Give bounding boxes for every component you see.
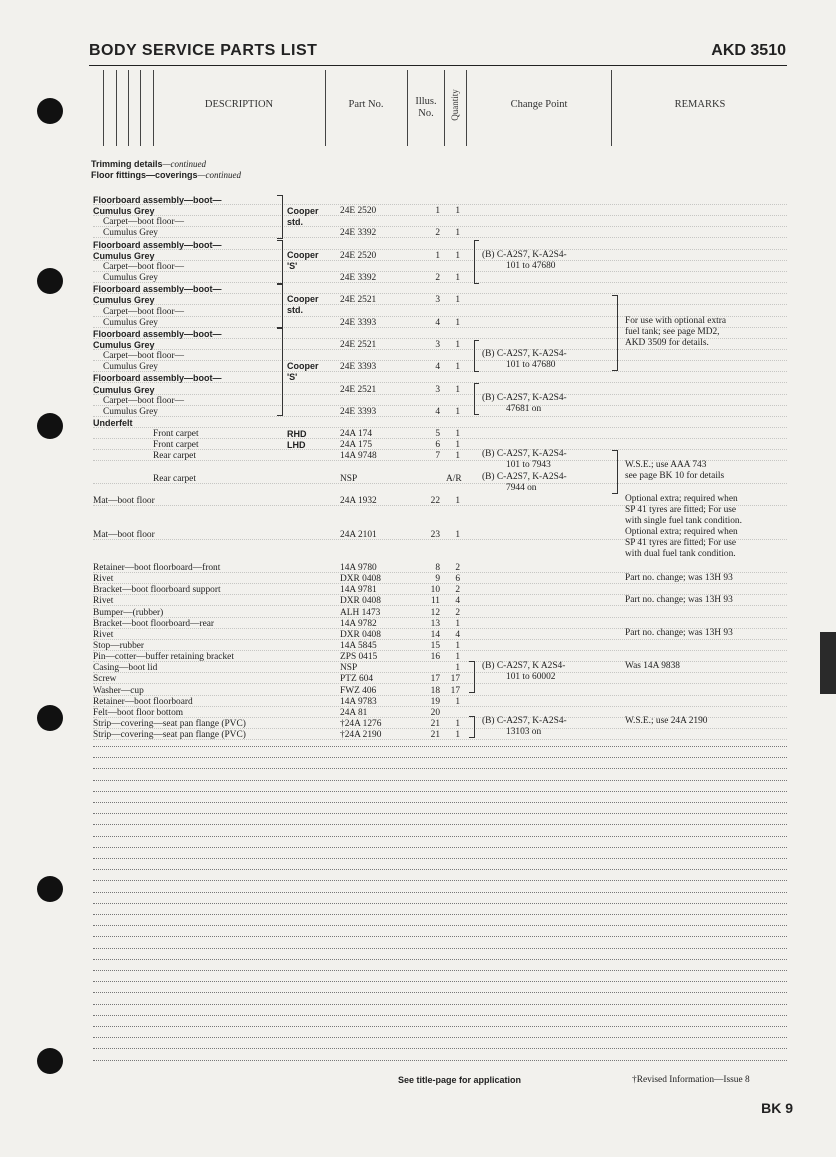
table-row — [0, 663, 836, 674]
dot-leader — [93, 394, 787, 395]
cell-description: Underfelt — [93, 418, 133, 428]
dot-leader — [93, 416, 787, 417]
ruled-line — [93, 780, 787, 781]
bracket — [277, 195, 283, 239]
cell-description: Cumulus Grey — [103, 228, 158, 239]
ruled-line — [93, 1048, 787, 1049]
cell-quantity: 1 — [455, 273, 460, 284]
ruled-line — [93, 970, 787, 971]
bracket — [474, 340, 479, 372]
dot-leader — [93, 617, 787, 618]
cell-part-no: 24E 2521 — [340, 384, 377, 395]
bracket — [277, 240, 283, 284]
ruled-line — [93, 1015, 787, 1016]
col-remarks: REMARKS — [674, 99, 726, 110]
cell-part-no: 14A 9782 — [340, 618, 377, 629]
cell-illus-no: 12 — [430, 607, 440, 618]
cell-quantity: 2 — [455, 562, 460, 573]
change-point: (B) C-A2S7, K-A2S4- 101 to 7943 — [482, 449, 567, 470]
cell-part-no: 24E 2520 — [340, 206, 377, 217]
section-heading-floor: Floor fittings—coverings—continued — [91, 170, 242, 180]
col-rule — [325, 70, 326, 146]
cell-description: Cumulus Grey — [93, 339, 155, 350]
cell-part-no: 14A 9781 — [340, 585, 377, 596]
table-row — [0, 284, 836, 295]
cell-description: Floorboard assembly—boot— — [93, 373, 222, 384]
cell-quantity: 1 — [455, 206, 460, 217]
cell-illus-no: 8 — [435, 562, 440, 573]
cell-part-no: ZPS 0415 — [340, 652, 378, 663]
cell-description: Front carpet — [153, 429, 199, 440]
dot-leader — [93, 260, 787, 261]
table-row — [0, 429, 836, 440]
ruled-line — [93, 768, 787, 769]
remark: Was 14A 9838 — [625, 661, 680, 671]
table-row — [0, 418, 836, 429]
dot-leader — [93, 449, 787, 450]
cell-illus-no: 6 — [435, 440, 440, 451]
cell-description: Carpet—boot floor— — [103, 351, 184, 362]
cell-quantity: 1 — [455, 641, 460, 651]
dot-leader — [93, 349, 787, 350]
cell-quantity: 1 — [455, 663, 460, 674]
ruled-line — [93, 892, 787, 893]
cell-quantity: 1 — [455, 295, 460, 306]
cell-description: Bracket—boot floorboard support — [93, 585, 221, 596]
cell-illus-no: 4 — [435, 362, 440, 373]
col-rule — [153, 70, 154, 146]
cell-illus-no: 5 — [435, 429, 440, 440]
cell-part-no: NSP — [340, 663, 358, 674]
ruled-line — [93, 836, 787, 837]
col-rule — [128, 70, 129, 146]
table-row — [0, 240, 836, 251]
cell-illus-no: 2 — [435, 228, 440, 239]
table-row — [0, 373, 836, 384]
cell-part-no: NSP — [340, 473, 358, 484]
ruled-line — [93, 1004, 787, 1005]
cell-illus-no: 22 — [430, 496, 440, 507]
ruled-line — [93, 880, 787, 881]
cell-part-no: DXR 0408 — [340, 574, 381, 585]
cell-part-no: 24A 175 — [340, 440, 373, 451]
cell-description: Carpet—boot floor— — [103, 217, 184, 228]
remark: Optional extra; required when SP 41 tyres are fitted; For use with dual fuel tank condition. — [625, 527, 738, 559]
ruled-line — [93, 824, 787, 825]
cell-part-no: 24E 2520 — [340, 250, 377, 261]
cell-illus-no: 3 — [435, 339, 440, 350]
dot-leader — [93, 650, 787, 651]
col-rule — [103, 70, 104, 146]
cell-quantity: 1 — [455, 317, 460, 328]
note-cooper-s: Cooper 'S' — [287, 250, 319, 271]
cell-description: Carpet—boot floor— — [103, 261, 184, 272]
cell-quantity: 17 — [450, 674, 460, 685]
cell-part-no: 14A 9780 — [340, 562, 377, 573]
cell-illus-no: 14 — [430, 629, 440, 640]
remark: Part no. change; was 13H 93 — [625, 595, 733, 605]
ruled-line — [93, 858, 787, 859]
change-point: (B) C-A2S7, K A2S4- 101 to 60002 — [482, 661, 566, 682]
cell-description: Mat—boot floor — [93, 529, 155, 540]
cell-description: Retainer—boot floorboard — [93, 696, 193, 707]
bracket — [277, 328, 283, 416]
cell-description: Cumulus Grey — [93, 206, 155, 217]
bracket — [469, 716, 475, 738]
cell-description: Washer—cup — [93, 685, 144, 696]
table-row — [0, 217, 836, 228]
cell-description: Floorboard assembly—boot— — [93, 195, 222, 205]
cell-illus-no: 3 — [435, 295, 440, 306]
cell-part-no: 24E 2521 — [340, 339, 377, 350]
table-row — [0, 641, 836, 652]
cell-illus-no: 20 — [430, 707, 440, 718]
table-row — [0, 273, 836, 284]
table-row — [0, 251, 836, 262]
dot-leader — [93, 249, 787, 250]
cell-quantity: 1 — [455, 362, 460, 373]
cell-quantity: 1 — [455, 406, 460, 417]
ruled-line — [93, 925, 787, 926]
cell-illus-no: 1 — [435, 206, 440, 217]
dot-leader — [93, 483, 787, 484]
ruled-line — [93, 746, 787, 747]
cell-illus-no: 4 — [435, 317, 440, 328]
table-row — [0, 206, 836, 217]
cell-description: Felt—boot floor bottom — [93, 707, 184, 718]
cell-quantity: 1 — [455, 696, 460, 707]
col-change-point: Change Point — [510, 99, 568, 110]
bracket — [474, 240, 479, 284]
bracket — [474, 383, 479, 415]
cell-part-no: †24A 2190 — [340, 730, 382, 741]
cell-illus-no: 18 — [430, 685, 440, 696]
cell-description: Cumulus Grey — [93, 250, 155, 261]
cell-note: LHD — [287, 440, 306, 451]
cell-illus-no: 10 — [430, 585, 440, 596]
cell-description: Strip—covering—seat pan flange (PVC) — [93, 719, 246, 730]
cell-description: Screw — [93, 674, 117, 685]
col-rule — [611, 70, 612, 146]
cell-description: Strip—covering—seat pan flange (PVC) — [93, 730, 246, 741]
header-rule — [89, 65, 787, 66]
cell-quantity: 2 — [455, 607, 460, 618]
ruled-line — [93, 869, 787, 870]
table-row — [0, 697, 836, 708]
ruled-line — [93, 914, 787, 915]
cell-quantity: A/R — [446, 473, 462, 484]
dot-leader — [93, 405, 787, 406]
cell-quantity: 1 — [455, 618, 460, 629]
table-row — [0, 730, 836, 741]
cell-illus-no: 15 — [430, 641, 440, 651]
table-row — [0, 195, 836, 206]
col-illus-1: Illus. — [415, 96, 437, 107]
change-point: (B) C-A2S7, K-A2S4- 101 to 47680 — [482, 349, 567, 370]
cell-note: RHD — [287, 429, 307, 440]
remark: Optional extra; required when SP 41 tyres are fitted; For use with single fuel tank condition. — [625, 494, 742, 526]
cell-illus-no: 21 — [430, 719, 440, 730]
table-row — [0, 674, 836, 685]
table-row — [0, 407, 836, 418]
ruled-line — [93, 959, 787, 960]
col-rule — [444, 70, 445, 146]
ruled-line — [93, 903, 787, 904]
cell-part-no: 24A 2101 — [340, 529, 377, 540]
ruled-line — [93, 1037, 787, 1038]
cell-description: Floorboard assembly—boot— — [93, 328, 222, 339]
footer-revision-note: †Revised Information—Issue 8 — [632, 1075, 750, 1085]
note-cooper-std: Cooper std. — [287, 206, 319, 227]
cell-quantity: 17 — [450, 685, 460, 696]
cell-description: Rear carpet — [153, 451, 196, 462]
remark: Part no. change; was 13H 93 — [625, 573, 733, 583]
cell-quantity: 1 — [455, 730, 460, 741]
footer-application-note: See title-page for application — [398, 1075, 522, 1085]
table-row — [0, 362, 836, 373]
cell-part-no: 24A 174 — [340, 429, 373, 440]
change-point: (B) C-A2S7, K-A2S4- 101 to 47680 — [482, 250, 567, 271]
table-row — [0, 608, 836, 619]
dot-leader — [93, 304, 787, 305]
cell-quantity: 1 — [455, 719, 460, 730]
cell-part-no: ALH 1473 — [340, 607, 381, 618]
page-number: BK 9 — [761, 1100, 793, 1116]
table-row — [0, 708, 836, 719]
dot-leader — [93, 438, 787, 439]
ruled-line — [93, 813, 787, 814]
cell-part-no: FWZ 406 — [340, 685, 377, 696]
cell-quantity: 4 — [455, 629, 460, 640]
table-row — [0, 652, 836, 663]
cell-part-no: 24E 3392 — [340, 228, 377, 239]
bracket — [612, 450, 618, 494]
dot-leader — [93, 728, 787, 729]
cell-description: Bracket—boot floorboard—rear — [93, 618, 215, 629]
note-cooper-s: Cooper 'S' — [287, 361, 319, 382]
cell-description: Rivet — [93, 596, 114, 607]
dot-leader — [93, 282, 787, 283]
cell-quantity: 1 — [455, 529, 460, 540]
cell-part-no: 24E 3393 — [340, 406, 377, 417]
ruled-line — [93, 802, 787, 803]
cell-illus-no: 4 — [435, 406, 440, 417]
dot-leader — [93, 739, 787, 740]
cell-description: Bumper—(rubber) — [93, 607, 164, 618]
cell-description: Cumulus Grey — [103, 406, 158, 417]
cell-part-no: 14A 9783 — [340, 696, 377, 707]
table-row — [0, 262, 836, 273]
cell-quantity: 1 — [455, 429, 460, 440]
cell-part-no: 24E 3392 — [340, 273, 377, 284]
cell-description: Retainer—boot floorboard—front — [93, 562, 221, 573]
ruled-line — [93, 981, 787, 982]
remark: For use with optional extra fuel tank; see page MD2, AKD 3509 for details. — [625, 316, 727, 348]
cell-illus-no: 13 — [430, 618, 440, 629]
dot-leader — [93, 293, 787, 294]
cell-quantity: 4 — [455, 596, 460, 607]
remark: Part no. change; was 13H 93 — [625, 628, 733, 638]
document-title: BODY SERVICE PARTS LIST — [89, 42, 318, 59]
cell-illus-no: 21 — [430, 730, 440, 741]
cell-part-no: †24A 1276 — [340, 719, 382, 730]
dot-leader — [93, 371, 787, 372]
cell-part-no: 14A 5845 — [340, 641, 377, 651]
dot-leader — [93, 226, 787, 227]
dot-leader — [93, 360, 787, 361]
dot-leader — [93, 382, 787, 383]
col-rule — [466, 70, 467, 146]
cell-part-no: 24A 1932 — [340, 496, 377, 507]
cell-quantity: 6 — [455, 574, 460, 585]
cell-illus-no: 11 — [430, 596, 440, 607]
dot-leader — [93, 204, 787, 205]
dot-leader — [93, 683, 787, 684]
cell-illus-no: 9 — [435, 574, 440, 585]
cell-description: Mat—boot floor — [93, 496, 155, 507]
punch-hole-6 — [37, 1048, 63, 1074]
table-row — [0, 440, 836, 451]
dot-leader — [93, 215, 787, 216]
ruled-line — [93, 1026, 787, 1027]
dot-leader — [93, 427, 787, 428]
dot-leader — [93, 695, 787, 696]
table-row — [0, 719, 836, 730]
punch-hole-5 — [37, 876, 63, 902]
bracket — [277, 284, 283, 328]
cell-illus-no: 17 — [430, 674, 440, 685]
cell-part-no: 24E 2521 — [340, 295, 377, 306]
dot-leader — [93, 706, 787, 707]
cell-quantity: 1 — [455, 652, 460, 663]
cell-quantity: 1 — [455, 496, 460, 507]
col-rule — [140, 70, 141, 146]
ruled-line — [93, 992, 787, 993]
table-row — [0, 396, 836, 407]
cell-description: Casing—boot lid — [93, 663, 158, 674]
cell-part-no: 24A 81 — [340, 707, 368, 718]
ruled-line — [93, 1060, 787, 1061]
cell-description: Cumulus Grey — [103, 362, 158, 373]
dot-leader — [93, 271, 787, 272]
cell-description: Rivet — [93, 574, 114, 585]
table-row — [0, 686, 836, 697]
ruled-line — [93, 948, 787, 949]
col-description: DESCRIPTION — [204, 99, 274, 110]
col-quantity: Quantity — [450, 89, 460, 121]
cell-illus-no: 16 — [430, 652, 440, 663]
change-point: (B) C-A2S7, K-A2S4- 13103 on — [482, 716, 567, 737]
col-illus-2: No. — [418, 108, 434, 119]
cell-illus-no: 3 — [435, 384, 440, 395]
cell-quantity: 1 — [455, 250, 460, 261]
dot-leader — [93, 237, 787, 238]
change-point: (B) C-A2S7, K-A2S4- 47681 on — [482, 393, 567, 414]
cell-quantity: 1 — [455, 440, 460, 451]
cell-part-no: 24E 3393 — [340, 317, 377, 328]
col-part-no: Part No. — [348, 99, 384, 110]
ruled-line — [93, 757, 787, 758]
cell-description: Front carpet — [153, 440, 199, 451]
cell-quantity: 1 — [455, 384, 460, 395]
bracket — [612, 295, 618, 371]
cell-part-no: 24E 3393 — [340, 362, 377, 373]
cell-quantity: 2 — [455, 585, 460, 596]
cell-description: Floorboard assembly—boot— — [93, 284, 222, 295]
ruled-line — [93, 936, 787, 937]
punch-hole-1 — [37, 98, 63, 124]
cell-description: Carpet—boot floor— — [103, 306, 184, 317]
document-code: AKD 3510 — [711, 42, 786, 59]
table-row — [0, 351, 836, 362]
col-rule — [116, 70, 117, 146]
cell-part-no: DXR 0408 — [340, 596, 381, 607]
cell-description: Stop—rubber — [93, 641, 145, 651]
table-row — [0, 228, 836, 239]
cell-description: Rear carpet — [153, 473, 196, 484]
cell-description: Cumulus Grey — [103, 317, 158, 328]
cell-description: Carpet—boot floor— — [103, 395, 184, 406]
remark: W.S.E.; use AAA 743 see page BK 10 for details — [625, 460, 725, 481]
cell-description: Pin—cotter—buffer retaining bracket — [93, 652, 234, 663]
dot-leader — [93, 661, 787, 662]
cell-part-no: 14A 9748 — [340, 451, 377, 462]
cell-part-no: DXR 0408 — [340, 629, 381, 640]
cell-description: Cumulus Grey — [103, 273, 158, 284]
change-point: (B) C-A2S7, K-A2S4- 7944 on — [482, 472, 567, 493]
dot-leader — [93, 672, 787, 673]
cell-description: Cumulus Grey — [93, 295, 155, 306]
cell-illus-no: 2 — [435, 273, 440, 284]
cell-quantity: 1 — [455, 451, 460, 462]
cell-quantity: 1 — [455, 339, 460, 350]
ruled-line — [93, 791, 787, 792]
cell-illus-no: 23 — [430, 529, 440, 540]
table-row — [0, 385, 836, 396]
cell-quantity: 1 — [455, 228, 460, 239]
cell-part-no: PTZ 604 — [340, 674, 374, 685]
note-cooper-std: Cooper std. — [287, 294, 319, 315]
cell-description: Cumulus Grey — [93, 384, 155, 395]
remark: W.S.E.; use 24A 2190 — [625, 716, 708, 726]
cell-illus-no: 1 — [435, 250, 440, 261]
section-heading-trimming: Trimming details—continued — [91, 159, 207, 169]
bracket — [469, 661, 475, 693]
table-row — [0, 295, 836, 306]
ruled-line — [93, 847, 787, 848]
cell-illus-no: 19 — [430, 696, 440, 707]
cell-illus-no: 7 — [435, 451, 440, 462]
cell-description: Floorboard assembly—boot— — [93, 239, 222, 250]
cell-description: Rivet — [93, 629, 114, 640]
